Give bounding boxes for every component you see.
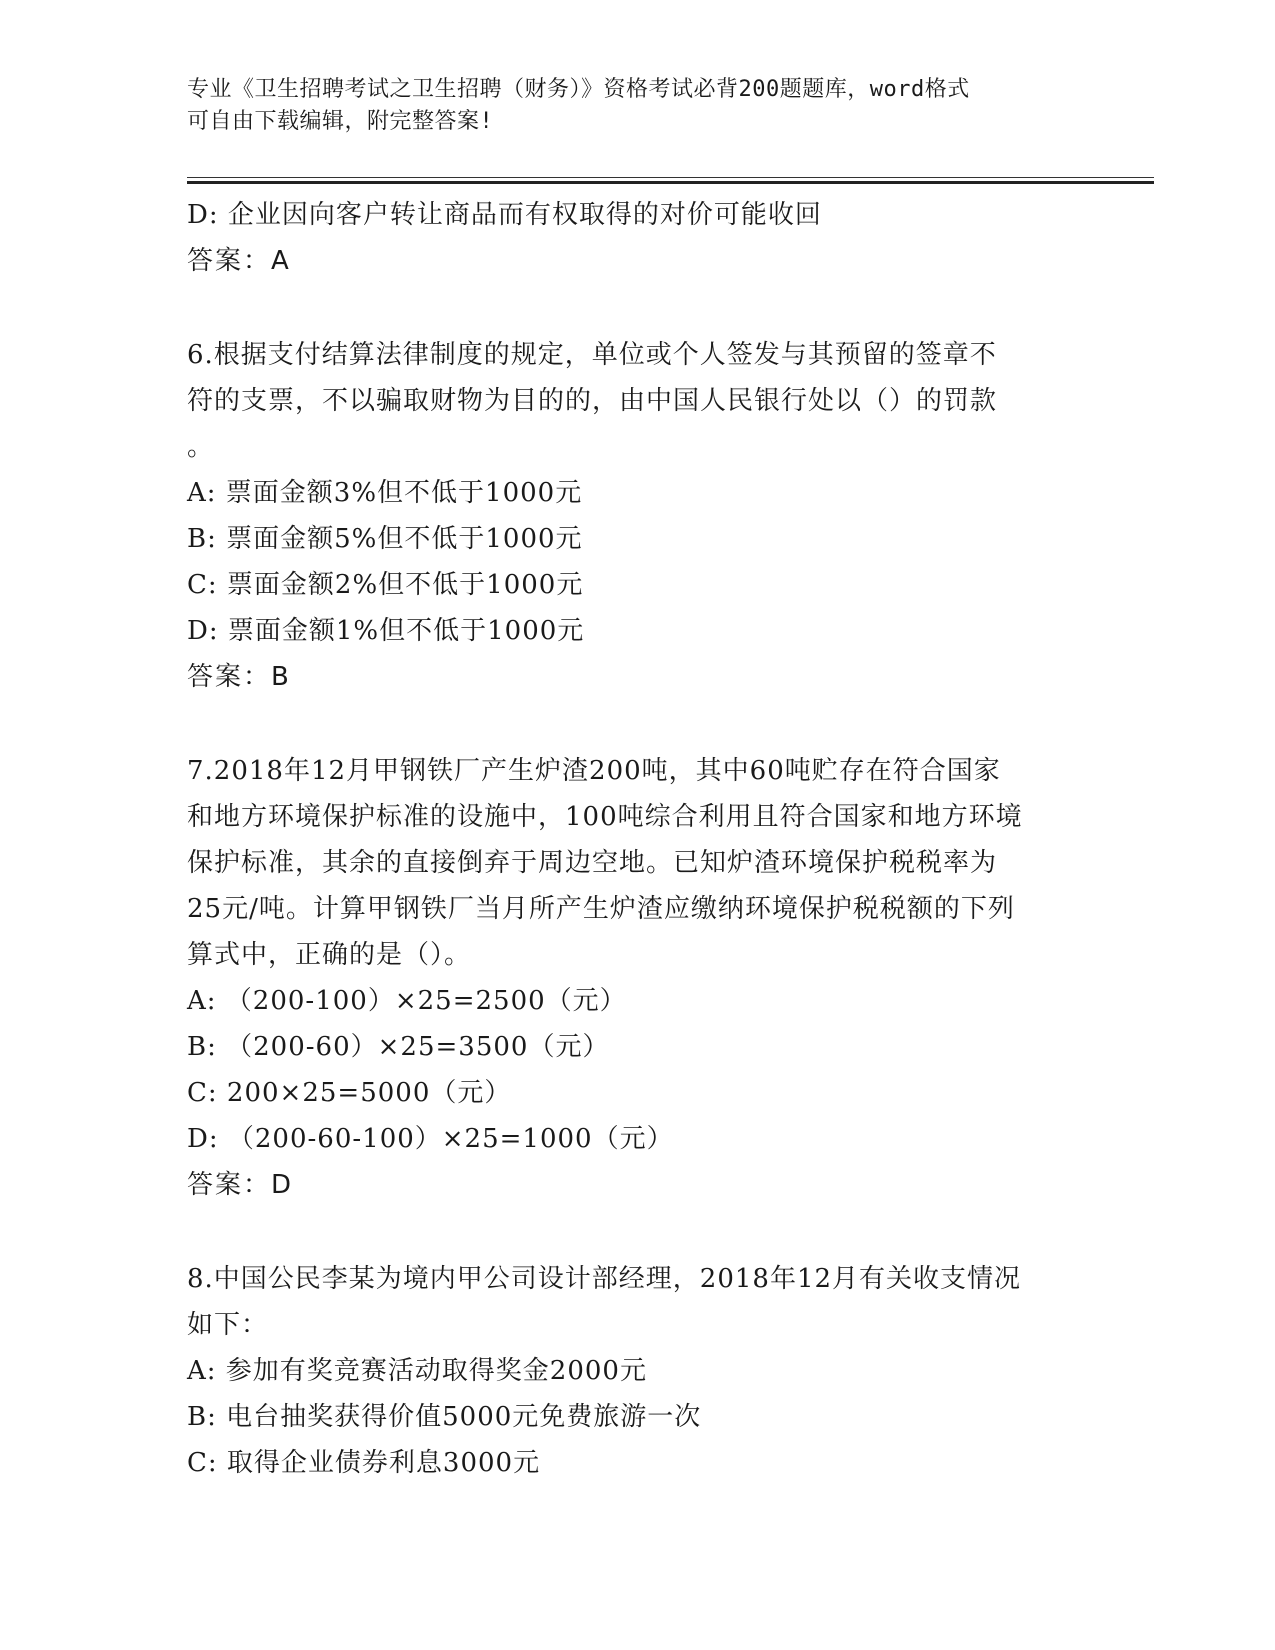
q7-text-line-1: 7.2018年12月甲钢铁厂产生炉渣200吨，其中60吨贮存在符合国家: [187, 756, 1001, 786]
q6-option-a: A: 票面金额3%但不低于1000元: [187, 478, 583, 508]
q7-answer: 答案：D: [187, 1170, 294, 1200]
prev-option-d: D: 企业因向客户转让商品而有权取得的对价可能收回: [187, 200, 822, 230]
spacer: [187, 1208, 1087, 1256]
header-line-2: 可自由下载编辑，附完整答案!: [187, 109, 494, 134]
q8-text-line-1: 8.中国公民李某为境内甲公司设计部经理，2018年12月有关收支情况: [187, 1264, 1022, 1294]
q6-option-d: D: 票面金额1%但不低于1000元: [187, 616, 585, 646]
page-header: [187, 74, 1067, 138]
q6-text-line-2: 符的支票，不以骗取财物为目的的，由中国人民银行处以（）的罚款: [187, 386, 998, 416]
q8-text-line-2: 如下：: [187, 1310, 269, 1340]
q7-text-line-2: 和地方环境保护标准的设施中，100吨综合利用且符合国家和地方环境: [187, 802, 1023, 832]
q6-option-c: C: 票面金额2%但不低于1000元: [187, 570, 584, 600]
header-rule-thick: [187, 181, 1154, 184]
q7-option-c: C: 200×25=5000（元）: [187, 1078, 512, 1108]
q7-option-a: A: （200-100）×25=2500（元）: [187, 986, 627, 1016]
q8-option-b: B: 电台抽奖获得价值5000元免费旅游一次: [187, 1402, 702, 1432]
spacer: [187, 284, 1087, 332]
q6-text-line-1: 6.根据支付结算法律制度的规定，单位或个人签发与其预留的签章不: [187, 340, 997, 370]
q6-option-b: B: 票面金额5%但不低于1000元: [187, 524, 583, 554]
header-rule-thin: [187, 177, 1154, 178]
q7-text-line-5: 算式中，正确的是（）。: [187, 940, 472, 970]
q7-text-line-3: 保护标准，其余的直接倒弃于周边空地。已知炉渣环境保护税税率为: [187, 848, 998, 878]
q6-text-line-3: 。: [187, 432, 215, 462]
q7-text-line-4: 25元/吨。计算甲钢铁厂当月所产生炉渣应缴纳环境保护税税额的下列: [187, 894, 1015, 924]
question-content: [187, 192, 1087, 1486]
q6-answer: 答案：B: [187, 662, 291, 692]
q7-option-b: B: （200-60）×25=3500（元）: [187, 1032, 610, 1062]
spacer: [187, 700, 1087, 748]
q8-option-c: C: 取得企业债券利息3000元: [187, 1448, 541, 1478]
prev-answer: 答案：A: [187, 246, 291, 276]
q8-option-a: A: 参加有奖竞赛活动取得奖金2000元: [187, 1356, 647, 1386]
q7-option-d: D: （200-60-100）×25=1000（元）: [187, 1124, 674, 1154]
header-line-1: 专业《卫生招聘考试之卫生招聘（财务）》资格考试必背200题题库，word格式: [187, 77, 970, 102]
